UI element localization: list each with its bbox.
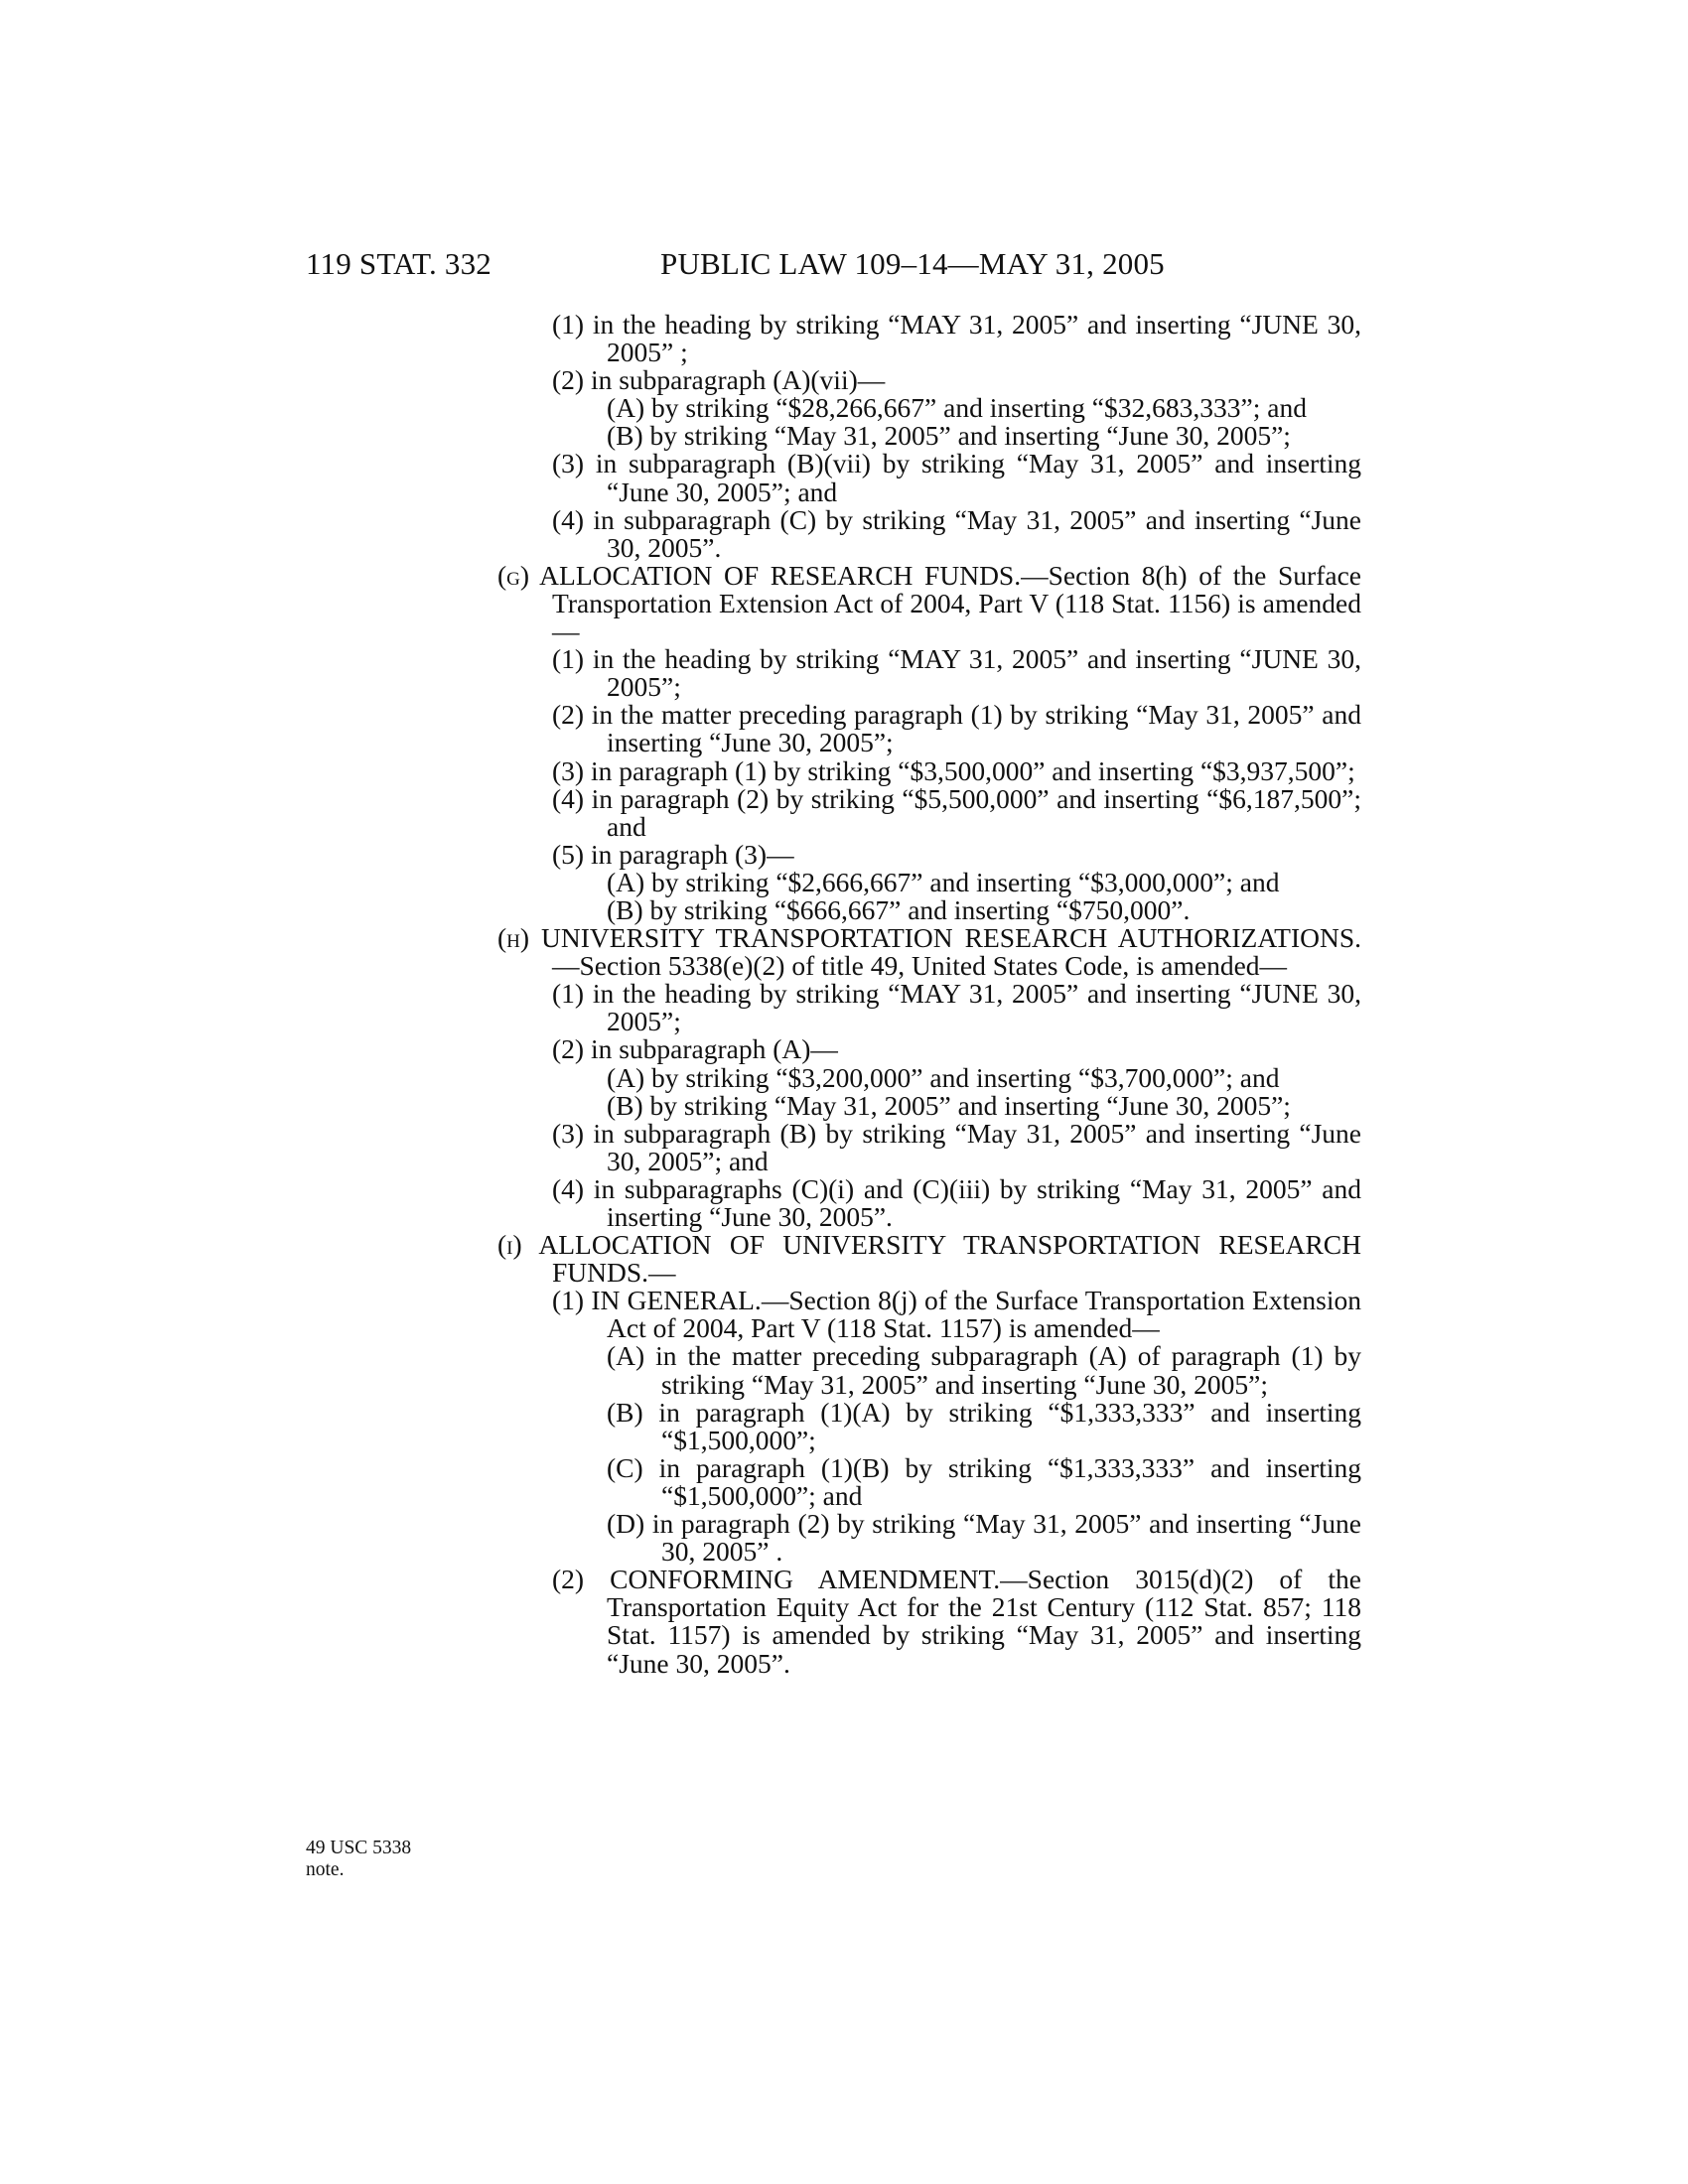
paragraph-i1-heading: (1) IN GENERAL. — [552, 1285, 762, 1316]
paragraph-h1: (1) in the heading by striking “MAY 31, 2005” and inserting “JUNE 30, 2005”; — [552, 978, 1361, 1037]
subsection-h-text: —Section 5338(e)(2) of title 49, United States Code, is amended— — [552, 950, 1288, 982]
paragraph-i1 — [497, 1287, 1361, 1342]
paragraph-h3: (3) in subparagraph (B) by striking “May 31, 2005” and inserting “June 30, 2005”; and — [552, 1117, 1361, 1176]
subsection-h-heading: (h) UNIVERSITY TRANSPORTATION RESEARCH AUTHORIZATIONS. — [497, 922, 1361, 954]
running-head-title: PUBLIC LAW 109–14—MAY 31, 2005 — [660, 246, 1165, 281]
subparagraph-h2a: (A) by striking “$3,200,000” and inserting “$3,700,000”; and — [607, 1061, 1280, 1093]
subsection-i-text: — — [648, 1257, 676, 1289]
subparagraph-i1b: (B) in paragraph (1)(A) by striking “$1,333,333” and inserting “$1,500,000”; — [607, 1396, 1361, 1455]
paragraph-i2 — [497, 1566, 1361, 1677]
subsection-i — [497, 1231, 1361, 1287]
statute-body — [497, 311, 1361, 1678]
paragraph-i1-text: —Section 8(j) of the Surface Transportation Extension Act of 2004, Part V (118 Stat. 1157) is amended— — [607, 1285, 1361, 1344]
paragraph-i2-text: —Section 3015(d)(2) of the Transportation Equity Act for the 21st Century (112 Stat. 857; 118 Stat. 1157) is amended by striking “May 31, 2005” and inserting “June 30, 2005”. — [607, 1564, 1361, 1679]
subsection-i-heading: (i) ALLOCATION OF UNIVERSITY TRANSPORTATION RESEARCH FUNDS. — [497, 1229, 1361, 1289]
paragraph-g5: (5) in paragraph (3)— — [552, 838, 794, 870]
paragraph-f3: (3) in subparagraph (B)(vii) by striking “May 31, 2005” and inserting “June 30, 2005”; and — [552, 448, 1361, 507]
paragraph-g1: (1) in the heading by striking “MAY 31, 2005” and inserting “JUNE 30, 2005”; — [552, 643, 1361, 703]
subparagraph-f2b: (B) by striking “May 31, 2005” and inserting “June 30, 2005”; — [607, 420, 1291, 452]
subparagraph-g5a: (A) by striking “$2,666,667” and inserting “$3,000,000”; and — [607, 866, 1280, 897]
subsection-g-text: —Section 8(h) of the Surface Transportation Extension Act of 2004, Part V (118 Stat. 1156) is amended— — [552, 559, 1361, 647]
subsection-g-heading: (g) ALLOCATION OF RESEARCH FUNDS. — [497, 559, 1022, 591]
subparagraph-i1d: (D) in paragraph (2) by striking “May 31, 2005” and inserting “June 30, 2005” . — [607, 1508, 1361, 1568]
subparagraph-i1c: (C) in paragraph (1)(B) by striking “$1,333,333” and inserting “$1,500,000”; and — [607, 1451, 1361, 1511]
margin-note — [306, 1838, 425, 1881]
page-number: 119 STAT. 332 — [306, 246, 492, 281]
paragraph-f1: (1) in the heading by striking “MAY 31, 2005” and inserting “JUNE 30, 2005” ; — [552, 309, 1361, 368]
paragraph-g3: (3) in paragraph (1) by striking “$3,500,000” and inserting “$3,937,500”; — [552, 754, 1355, 786]
subsection-h — [497, 924, 1361, 980]
paragraph-g4: (4) in paragraph (2) by striking “$5,500,000” and inserting “$6,187,500”; and — [552, 782, 1361, 842]
paragraph-h4: (4) in subparagraphs (C)(i) and (C)(iii) by striking “May 31, 2005” and inserting “June 30, 2005”. — [552, 1172, 1361, 1232]
paragraph-g2: (2) in the matter preceding paragraph (1) by striking “May 31, 2005” and inserting “June 30, 2005”; — [552, 699, 1361, 758]
subparagraph-g5b: (B) by striking “$666,667” and inserting “$750,000”. — [607, 893, 1191, 925]
paragraph-i2-heading: (2) CONFORMING AMENDMENT. — [552, 1564, 1001, 1595]
margin-note-citation: 49 USC 5338 — [306, 1838, 412, 1858]
margin-note-suffix: note. — [306, 1859, 345, 1880]
paragraph-h2: (2) in subparagraph (A)— — [552, 1033, 838, 1065]
subparagraph-i1a: (A) in the matter preceding subparagraph (A) of paragraph (1) by striking “May 31, 2005” and inserting “June 30, 2005”; — [607, 1340, 1361, 1400]
paragraph-f2: (2) in subparagraph (A)(vii)— — [552, 364, 886, 396]
subparagraph-f2a: (A) by striking “$28,266,667” and inserting “$32,683,333”; and — [607, 392, 1307, 424]
subsection-g — [497, 559, 1361, 647]
paragraph-f4: (4) in subparagraph (C) by striking “May 31, 2005” and inserting “June 30, 2005”. — [552, 503, 1361, 563]
subparagraph-h2b: (B) by striking “May 31, 2005” and inserting “June 30, 2005”; — [607, 1089, 1291, 1121]
